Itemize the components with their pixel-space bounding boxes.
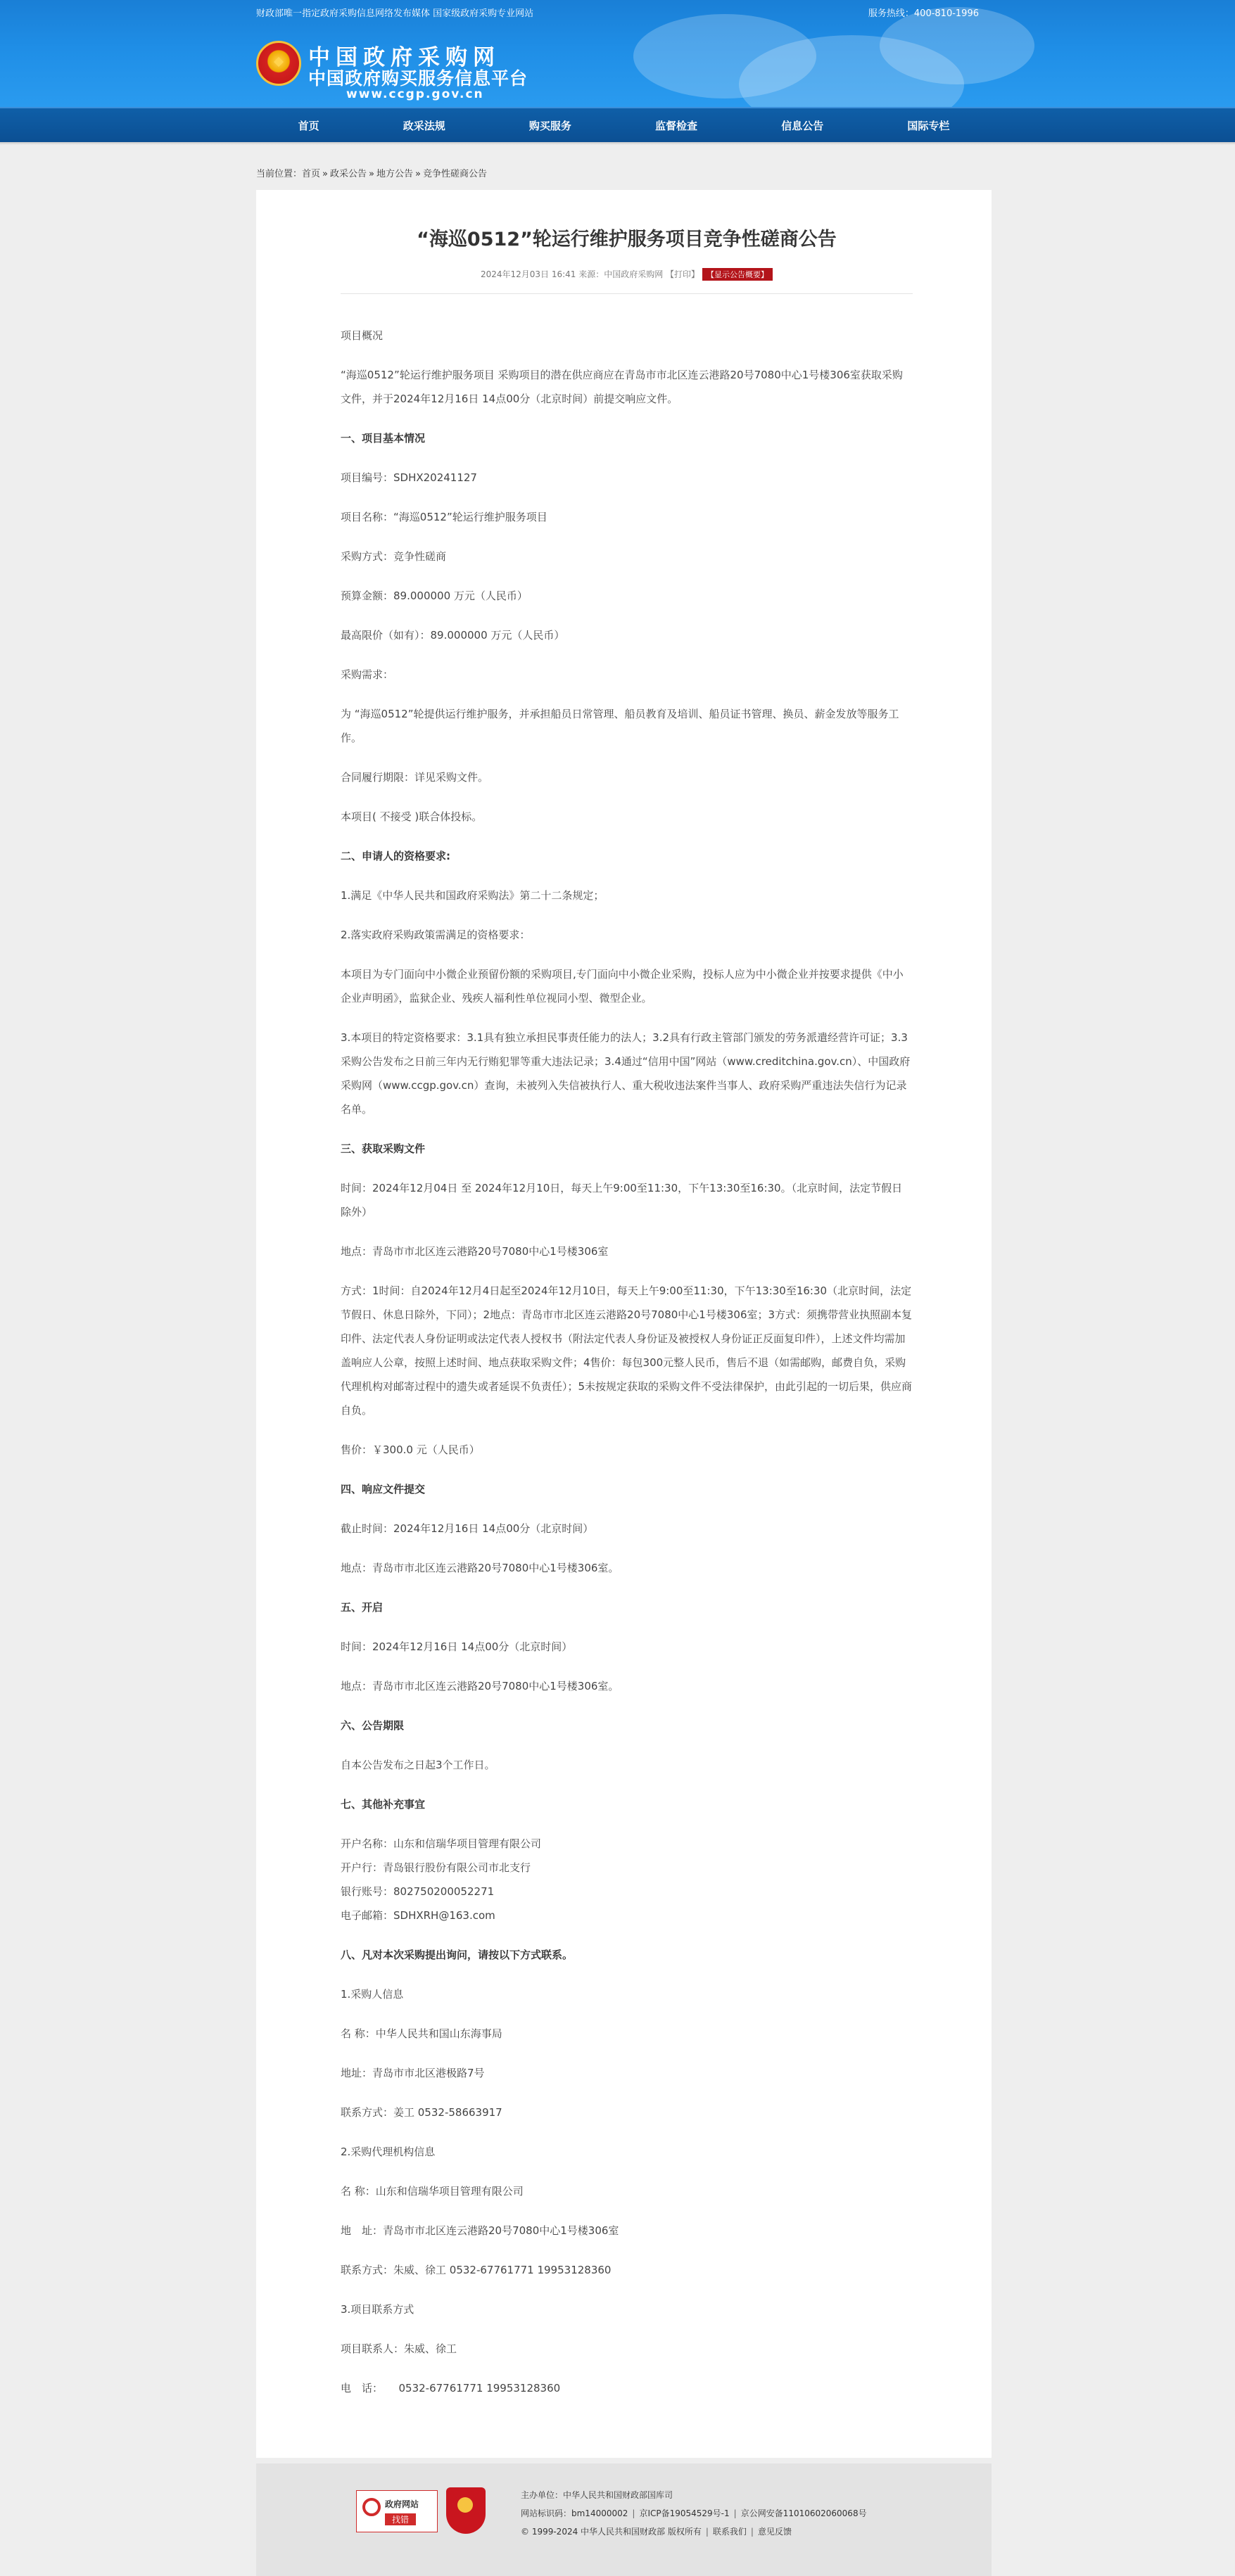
footer-info (521, 2486, 867, 2541)
article-paragraph: 项目概况 (341, 329, 384, 342)
article-paragraph: 名 称：山东和信瑞华项目管理有限公司 (341, 2185, 524, 2198)
article-paragraph: 地点：青岛市市北区连云港路20号7080中心1号楼306室。 (341, 1562, 619, 1574)
badge-title: 政府网站 (385, 2499, 419, 2509)
show-summary-button[interactable]: 【显示公告概要】 (702, 268, 773, 281)
logo-url: www.ccgp.gov.cn (346, 87, 484, 101)
article-paragraph: 预算金额：89.000000 万元（人民币） (341, 589, 528, 602)
footer-copyright-row: © 1999-2024 中华人民共和国财政部 版权所有 | 联系我们 | 意见反馈 (521, 2527, 792, 2537)
article-paragraph: 采购需求： (341, 668, 394, 681)
article-paragraph: 售价：￥300.0 元（人民币） (341, 1443, 480, 1456)
site-footer (256, 2463, 992, 2576)
top-bar (256, 6, 979, 20)
article-paragraph: 地址：青岛市市北区港极路7号 (341, 2067, 485, 2079)
article-paragraph: 联系方式：姜工 0532-58663917 (341, 2106, 502, 2119)
article-title: “海巡0512”轮运行维护服务项目竞争性磋商公告 (417, 229, 837, 250)
article-paragraph: 2.采购代理机构信息 (341, 2145, 436, 2158)
breadcrumb: 当前位置：首页 » 政采公告 » 地方公告 » 竞争性磋商公告 (256, 169, 487, 179)
article-paragraph: 截止时间：2024年12月16日 14点00分（北京时间） (341, 1522, 594, 1535)
article-paragraph: 银行账号：802750200052271 (341, 1885, 495, 1898)
article-paragraph: 项目编号：SDHX20241127 (341, 471, 477, 484)
footer-feedback-link[interactable]: 意见反馈 (757, 2527, 792, 2537)
article-meta-text: 2024年12月03日 16:41 来源：中国政府采购网 【打印】 (480, 269, 700, 279)
article-paragraph: 联系方式：朱威、徐工 0532-67761771 19953128360 (341, 2264, 612, 2276)
article-paragraph: 本项目为专门面向中小微企业预留份额的采购项目,专门面向中小微企业采购，投标人应为中小微企业并按要求提供《中小企业声明函》，监狱企业、残疾人福利性单位视同小型、微型企业。 (341, 968, 904, 1005)
nav-supervision[interactable]: 监督检查 (655, 119, 698, 132)
gov-site-error-report-badge[interactable] (356, 2490, 438, 2532)
article-paragraph: 时间：2024年12月04日 至 2024年12月10日，每天上午9:00至11:30，下午13:30至16:30。（北京时间，法定节假日除外） (341, 1182, 903, 1218)
main-nav (0, 107, 1235, 142)
site-header (0, 0, 1235, 107)
article-paragraph: 1.采购人信息 (341, 1988, 404, 2001)
footer-site-id: 网站标识码：bm14000002 (521, 2508, 628, 2518)
article-paragraph: “海巡0512”轮运行维护服务项目 采购项目的潜在供应商应在青岛市市北区连云港路20号7080中心1号楼306室获取采购文件，并于2024年12月16日 14点00分（北京时间）前提交响应文件。 (341, 369, 903, 405)
nav-international[interactable]: 国际专栏 (907, 119, 950, 132)
breadcrumb-item-home[interactable]: 首页 (302, 169, 321, 179)
footer-sponsor: 主办单位：中华人民共和国财政部国库司 (521, 2490, 673, 2500)
section-heading: 七、其他补充事宜 (341, 1798, 426, 1811)
site-slogan: 财政部唯一指定政府采购信息网络发布媒体 国家级政府采购专业网站 (256, 8, 534, 19)
article-paragraph: 方式：1时间：自2024年12月4日起至2024年12月10日，每天上午9:00至11:30，下午13:30至16:30（北京时间，法定节假日、休息日除外，下同）；2地点：青岛市市北区连云港路20号7080中心1号楼306室；3方式：须携带营业执照副本复印件、法定代表人身份证明或法定代表人授权书（附法定代表人身份证及被授权人身份证正反面复印件），上述文件均需加盖响应人公章，按照上述时间、地点获取采购文件；4售价：每包300元整人民币，售后不退（如需邮购，邮费自负，采购代理机构对邮寄过程中的遗失或者延误不负责任）；5未按规定获取的采购文件不受法律保护，由此引起的一切后果，供应商自负。 (341, 1284, 913, 1417)
breadcrumb-prefix: 当前位置： (256, 169, 303, 179)
article-paragraph: 开户名称：山东和信瑞华项目管理有限公司 (341, 1837, 542, 1850)
section-heading: 六、公告期限 (341, 1719, 405, 1732)
article-paragraph: 最高限价（如有）：89.000000 万元（人民币） (341, 629, 565, 642)
article-paragraph: 地 址：青岛市市北区连云港路20号7080中心1号楼306室 (341, 2224, 619, 2237)
article-paragraph: 3.项目联系方式 (341, 2303, 414, 2316)
site-logo[interactable] (256, 37, 580, 100)
nav-home[interactable]: 首页 (298, 119, 319, 132)
article-paragraph: 项目名称：“海巡0512”轮运行维护服务项目 (341, 511, 547, 523)
magnifier-icon (362, 2498, 381, 2516)
nav-announcements[interactable]: 信息公告 (781, 119, 824, 132)
article-meta (341, 268, 913, 294)
breadcrumb-item-current[interactable]: 竞争性磋商公告 (422, 169, 487, 179)
nav-regulations[interactable]: 政采法规 (403, 119, 445, 132)
logo-title: 中国政府采购网 (308, 45, 500, 70)
footer-icp[interactable]: 京ICP备19054529号-1 (639, 2508, 730, 2518)
article-paragraph: 时间：2024年12月16日 14点00分（北京时间） (341, 1640, 573, 1653)
article-paragraph: 采购方式：竞争性磋商 (341, 550, 447, 563)
logo-subtitle: 中国政府购买服务信息平台 (308, 68, 528, 89)
article-paragraph: 电 话： 0532-67761771 19953128360 (341, 2382, 561, 2395)
section-heading: 三、获取采购文件 (341, 1142, 426, 1155)
article-paragraph: 地点：青岛市市北区连云港路20号7080中心1号楼306室 (341, 1245, 609, 1258)
article-paragraph: 2.落实政府采购政策需满足的资格要求： (341, 929, 531, 941)
footer-registration: 网站标识码：bm14000002 | 京ICP备19054529号-1 | 京公网安备11010602060068号 (521, 2508, 867, 2518)
section-heading: 二、申请人的资格要求: (341, 850, 450, 862)
footer-contact-link[interactable]: 联系我们 (712, 2527, 747, 2537)
footer-copyright: © 1999-2024 中华人民共和国财政部 版权所有 (521, 2527, 702, 2537)
article-card (256, 190, 992, 2458)
article-paragraph: 3.本项目的特定资格要求：3.1具有独立承担民事责任能力的法人；3.2具有行政主管部门颁发的劳务派遣经营许可证；3.3采购公告发布之日前三年内无行贿犯罪等重大违法记录；3.4通过“信用中国”网站（www.creditchina.gov.cn）、中国政府采购网（www.ccgp.gov.cn）查询，未被列入失信被执行人、重大税收违法案件当事人、政府采购严重违法失信行为记录名单。 (341, 1031, 911, 1116)
article-paragraph: 1.满足《中华人民共和国政府采购法》第二十二条规定； (341, 889, 604, 902)
section-heading: 一、项目基本情况 (341, 432, 426, 445)
section-heading: 五、开启 (341, 1601, 384, 1614)
article-paragraph: 电子邮箱：SDHXRH@163.com (341, 1909, 495, 1922)
service-hotline: 服务热线：400-810-1996 (868, 8, 979, 19)
national-emblem-icon (256, 41, 301, 86)
nav-shadow (0, 142, 1235, 145)
article-paragraph: 合同履行期限：详见采购文件。 (341, 771, 489, 784)
section-heading: 八、凡对本次采购提出询问，请按以下方式联系。 (341, 1949, 574, 1961)
article-paragraph: 名 称：中华人民共和国山东海事局 (341, 2027, 502, 2040)
article-paragraph: 项目联系人：朱威、徐工 (341, 2342, 457, 2355)
article-content (341, 324, 913, 2400)
section-heading: 四、响应文件提交 (341, 1483, 426, 1496)
footer-police[interactable]: 京公网安备11010602060068号 (740, 2508, 867, 2518)
breadcrumb-item-announcements[interactable]: 政采公告 (330, 169, 367, 179)
police-shield-icon[interactable] (446, 2487, 486, 2534)
article-paragraph: 开户行：青岛银行股份有限公司市北支行 (341, 1861, 531, 1874)
article-paragraph: 地点：青岛市市北区连云港路20号7080中心1号楼306室。 (341, 1680, 619, 1692)
nav-purchase-services[interactable]: 购买服务 (528, 119, 571, 132)
breadcrumb-item-local[interactable]: 地方公告 (376, 169, 413, 179)
article-paragraph: 为 “海巡0512”轮提供运行维护服务，并承担船员日常管理、船员教育及培训、船员证书管理、换员、薪金发放等服务工作。 (341, 708, 899, 744)
article-paragraph: 本项目( 不接受 )联合体投标。 (341, 810, 483, 823)
article-paragraph: 自本公告发布之日起3个工作日。 (341, 1759, 495, 1771)
badge-subtitle: 找错 (385, 2513, 416, 2525)
